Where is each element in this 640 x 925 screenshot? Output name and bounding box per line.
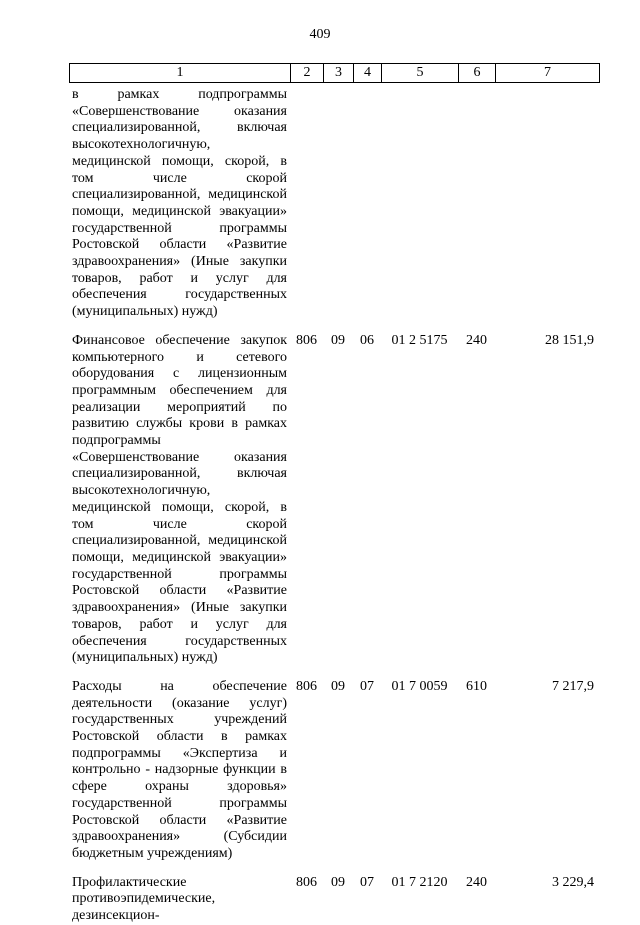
row-subsection-code: 06 [360,332,374,348]
header-col-1: 1 [70,64,291,82]
header-col-4: 4 [354,64,382,82]
row-description: Расходы на обеспечение деятельности (оказание услуг) государственных учреждений Ростовской области в рамках подпрограммы «Экспертиза и контрольно - надзорные функции в сфере охраны здоровья» государственной программы Ростовской области «Развитие здравоохранения» (Субсидии бюджетным учреждениям) [72,678,287,861]
table-body [69,87,600,925]
row-description: Финансовое обеспечение закупок компьютерного и сетевого оборудования с лицензионным программным обеспечением для реализации мероприятий по развитию службы крови в рамках подпрограммы «Совершенствование оказания специализированной, включая высокотехнологичную, медицинской помощи, скорой, в том числе скорой специализированной, медицинской помощи, медицинской эвакуации» государственной программы Ростовской области «Развитие здравоохранения» (Иные закупки товаров, работ и услуг для обеспечения государственных (муниципальных) нужд) [72,332,287,666]
row-section-code [323,87,353,321]
row-target-article: 01 7 0059 [391,678,448,694]
row-subsection-code: 07 [360,678,374,694]
table-row [69,679,600,863]
row-amount: 28 151,9 [545,332,594,348]
row-amount: 7 217,9 [552,678,594,694]
header-col-2: 2 [291,64,324,82]
row-expense-type: 610 [466,678,487,694]
table-header [69,63,600,83]
row-expense-type: 240 [466,874,487,890]
row-section-code: 09 [331,874,345,890]
row-amount [495,87,598,321]
row-ministry-code: 806 [296,678,317,694]
row-section-code: 09 [331,678,345,694]
row-amount: 3 229,4 [552,874,594,890]
row-description: в рамках подпрограммы «Совершенствование оказания специализированной, включая высокотехнологичную, медицинской помощи, скорой, в том числе скорой специализированной, медицинской помощи, медицинской эвакуации» государственной программы Ростовской области «Развитие здравоохранения» (Иные закупки товаров, работ и услуг для обеспечения государственных (муниципальных) нужд) [72,87,287,320]
table-row [69,333,600,667]
table-row [69,87,600,321]
header-col-6: 6 [459,64,496,82]
row-ministry-code: 806 [296,874,317,890]
row-target-article: 01 2 5175 [391,332,448,348]
page-number: 409 [309,27,331,42]
row-expense-type: 240 [466,332,487,348]
row-description: Профилактические противоэпидемические, дезинсекцион- [72,874,216,924]
row-section-code: 09 [331,332,345,348]
row-expense-type [458,87,495,321]
row-subsection-code [353,87,381,321]
row-ministry-code: 806 [296,332,317,348]
header-col-7: 7 [544,65,551,80]
header-col-5: 5 [382,64,459,82]
row-target-article [381,87,458,321]
header-col-3: 3 [324,64,354,82]
row-subsection-code: 07 [360,874,374,890]
row-target-article: 01 7 2120 [391,874,448,890]
row-ministry-code [290,87,323,321]
table-row [69,875,600,925]
